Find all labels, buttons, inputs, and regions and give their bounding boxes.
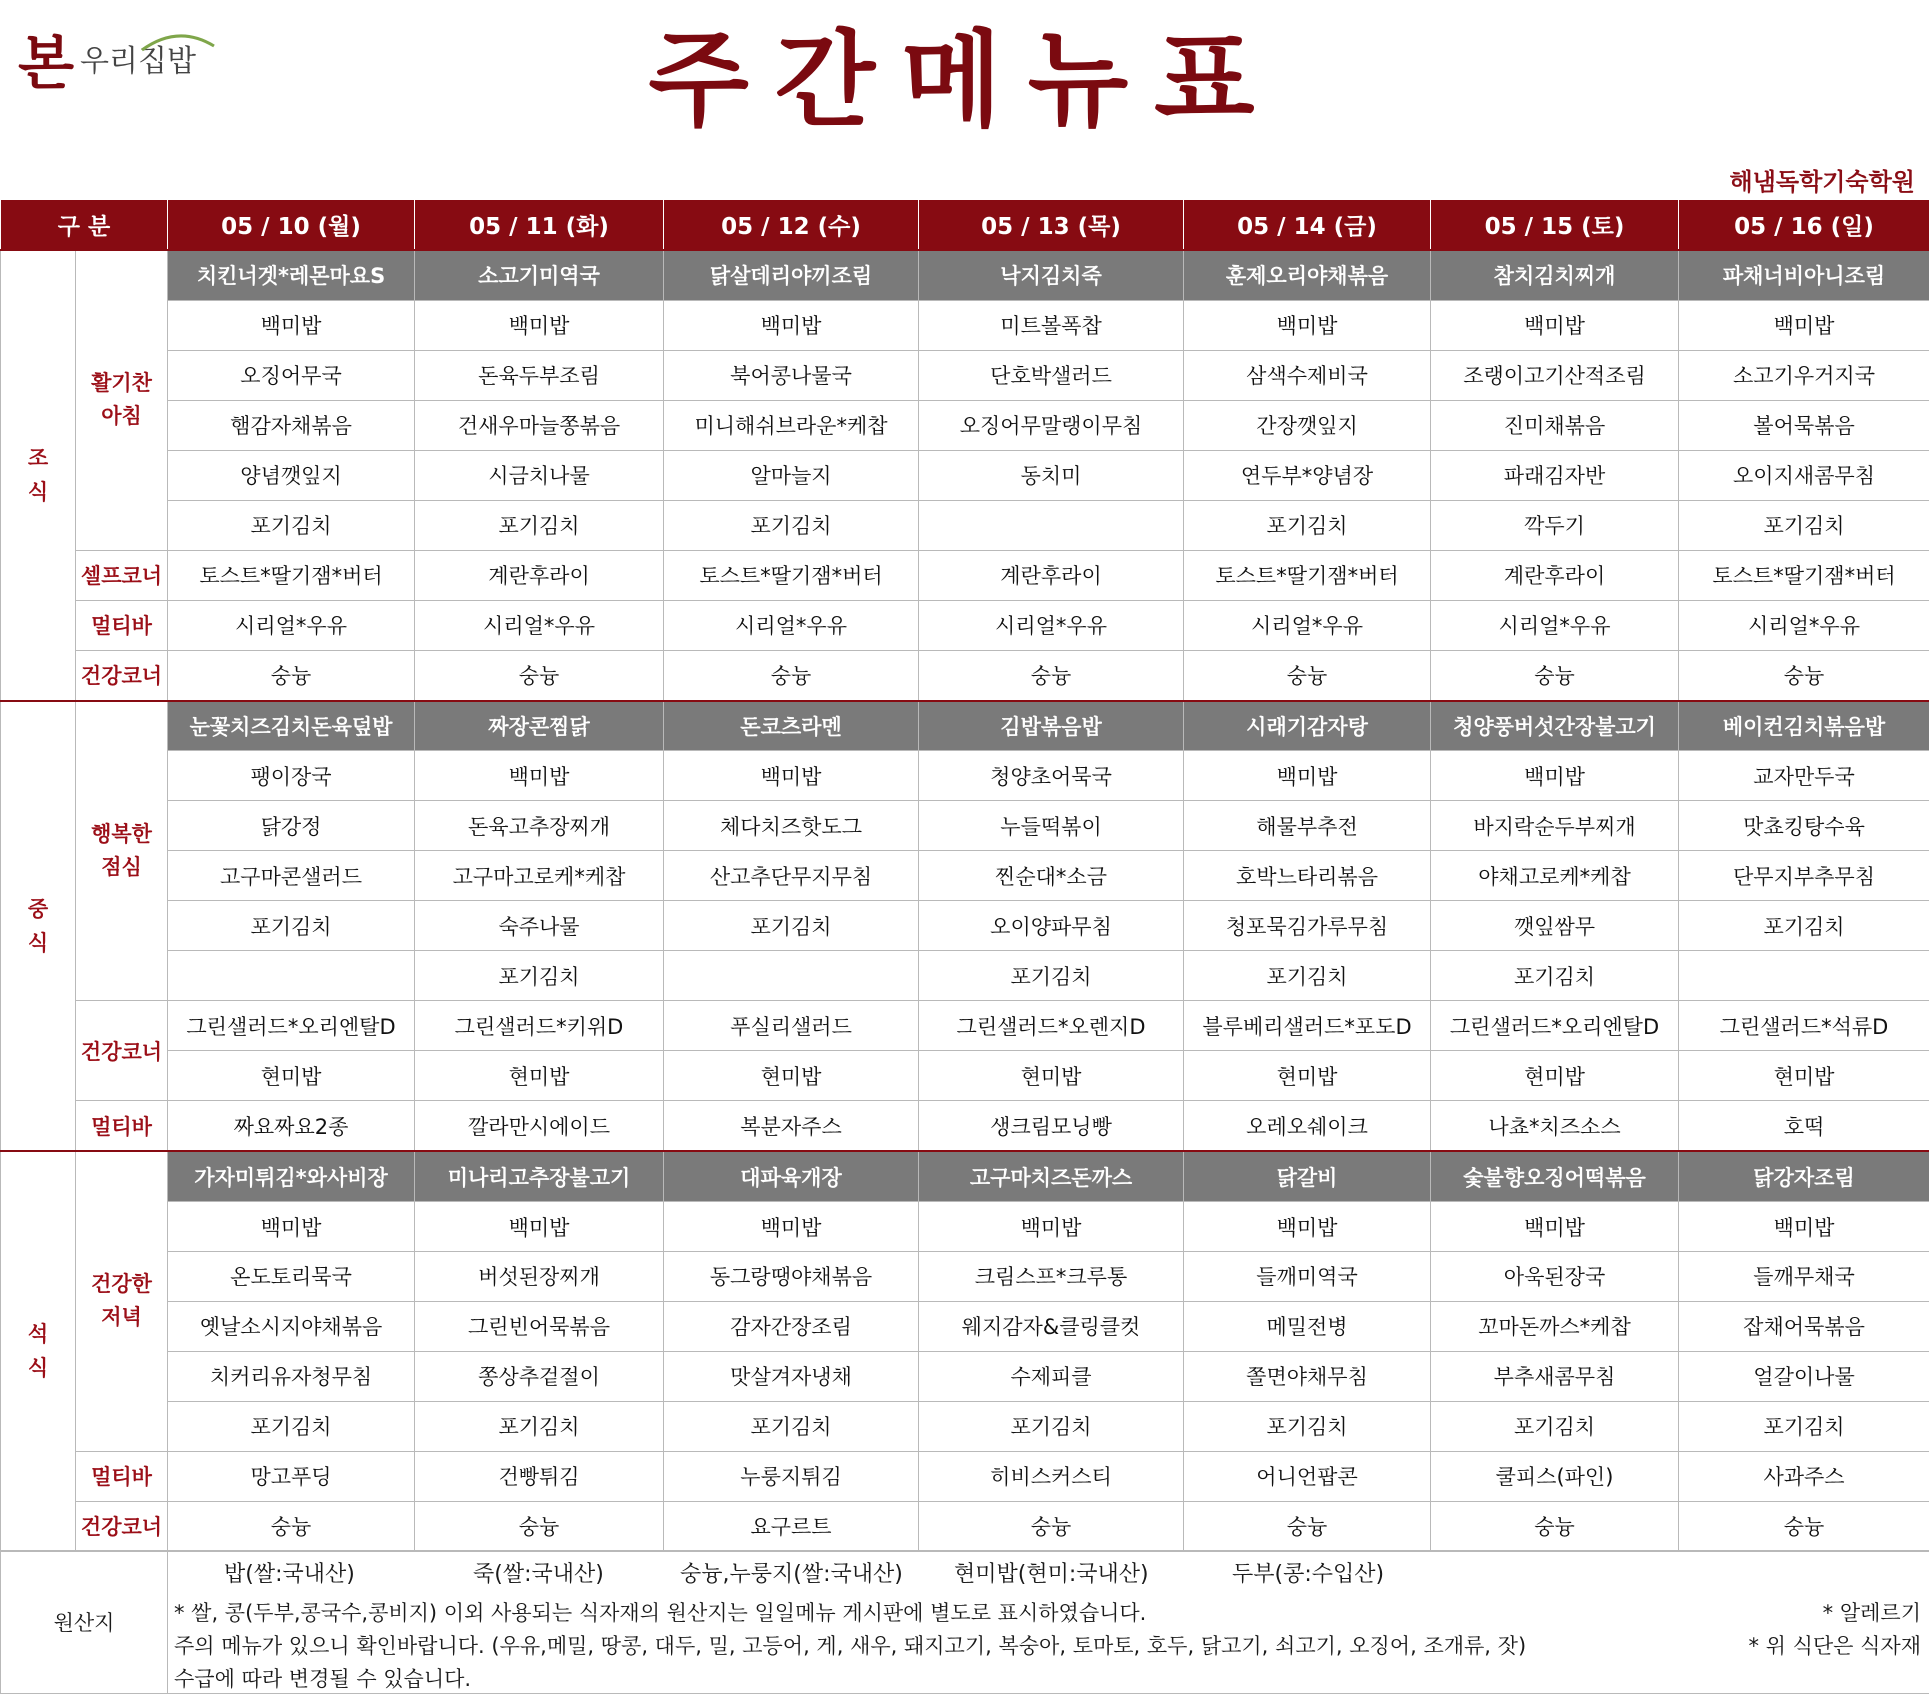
menu-item: 닭강정 [168,801,415,851]
menu-item: 포기김치 [1679,901,1929,951]
menu-item: 쫑상추겉절이 [415,1351,664,1401]
menu-item: 시리얼*우유 [1431,600,1679,650]
day-header: 05 / 12 (수) [664,200,919,250]
menu-item: 진미채볶음 [1431,400,1679,450]
menu-item: 숙주나물 [415,901,664,951]
main-dish: 치킨너겟*레몬마요S [168,250,415,300]
menu-item: 숭늉 [1679,1501,1929,1551]
table-row [1,801,1929,851]
menu-item: 돈육고추장찌개 [415,801,664,851]
menu-item: 체다치즈핫도그 [664,801,919,851]
menu-item: 숭늉 [919,650,1184,700]
menu-item: 포기김치 [1184,951,1431,1001]
main-dish: 미나리고추장불고기 [415,1151,664,1201]
origin-item: 밥(쌀:국내산) [224,1562,355,1587]
menu-item: 볼어묵볶음 [1679,400,1929,450]
meal-sub-label [76,701,168,1001]
menu-item: 시리얼*우유 [1679,600,1929,650]
menu-item: 메밀전병 [1184,1301,1431,1351]
menu-item: 맛살겨자냉채 [664,1351,919,1401]
menu-item: 백미밥 [664,1202,919,1252]
menu-item: 깻잎쌈무 [1431,901,1679,951]
main-dish: 훈제오리야채볶음 [1184,250,1431,300]
menu-item: 생크림모닝빵 [919,1101,1184,1151]
menu-item: 포기김치 [1431,951,1679,1001]
menu-item: 오징어무국 [168,350,415,400]
header-row [1,200,1929,250]
table-row [1,650,1929,700]
allergy-note-label: * 알레르기 [1822,1601,1921,1625]
menu-item: 토스트*딸기잼*버터 [168,550,415,600]
origin-item: 두부(콩:수입산) [1232,1562,1385,1587]
menu-item: 토스트*딸기잼*버터 [1184,550,1431,600]
menu-item: 돈육두부조림 [415,350,664,400]
menu-item: 깔라만시에이드 [415,1101,664,1151]
menu-item: 오이양파무침 [919,901,1184,951]
menu-item: 청포묵김가루무침 [1184,901,1431,951]
main-dish: 닭갈비 [1184,1151,1431,1201]
menu-item: 숭늉 [415,650,664,700]
menu-item: 버섯된장찌개 [415,1252,664,1302]
day-header: 05 / 15 (토) [1431,200,1679,250]
menu-item: 현미밥 [1184,1051,1431,1101]
origin-item: 현미밥(현미:국내산) [954,1562,1149,1587]
menu-item: 시리얼*우유 [168,600,415,650]
main-dish: 고구마치즈돈까스 [919,1151,1184,1201]
menu-item: 토스트*딸기잼*버터 [664,550,919,600]
menu-item: 양념깻잎지 [168,450,415,500]
corner-label: 건강코너 [76,1001,168,1101]
menu-item: 백미밥 [1679,1202,1929,1252]
menu-item: 고구마콘샐러드 [168,851,415,901]
table-row [1,550,1929,600]
main-dish: 낙지김치죽 [919,250,1184,300]
menu-item: 시리얼*우유 [664,600,919,650]
menu-item: 포기김치 [1431,1401,1679,1451]
menu-item: 팽이장국 [168,751,415,801]
meal-label-lunch [1,701,76,1152]
table-row [1,851,1929,901]
table-row [1,1401,1929,1451]
menu-item: 백미밥 [664,300,919,350]
meal-label-dinner [1,1151,76,1551]
main-dish: 대파육개장 [664,1151,919,1201]
menu-item: 조랭이고기산적조림 [1431,350,1679,400]
menu-item: 크림스프*크루통 [919,1252,1184,1302]
menu-item: 숭늉 [919,1501,1184,1551]
day-header: 05 / 10 (월) [168,200,415,250]
menu-item: 백미밥 [168,300,415,350]
menu-item: 숭늉 [168,650,415,700]
menu-item: 포기김치 [919,951,1184,1001]
main-dish: 짜장콘찜닭 [415,701,664,751]
logo-text: 우리집밥 [80,44,196,79]
meal-sub-label-text: 활기찬 아침 [91,371,152,429]
menu-item: 현미밥 [168,1051,415,1101]
origin-content [168,1551,1929,1694]
menu-item: 히비스커스티 [919,1451,1184,1501]
menu-item: 동치미 [919,450,1184,500]
menu-item: 숭늉 [1184,650,1431,700]
menu-item: 포기김치 [168,1401,415,1451]
menu-item: 나쵸*치즈소스 [1431,1101,1679,1151]
menu-item: 쿨피스(파인) [1431,1451,1679,1501]
day-header: 05 / 11 (화) [415,200,664,250]
menu-item: 들깨무채국 [1679,1252,1929,1302]
menu-item: 온도토리묵국 [168,1252,415,1302]
supply-note-label: * 위 식단은 식자재 [1748,1634,1921,1658]
menu-item: 짜요짜요2종 [168,1101,415,1151]
menu-item: 찐순대*소금 [919,851,1184,901]
menu-item: 부추새콤무침 [1431,1351,1679,1401]
main-dish: 파채너비아니조림 [1679,250,1929,300]
menu-item [1679,951,1929,1001]
menu-item: 소고기우거지국 [1679,350,1929,400]
menu-item: 포기김치 [919,1401,1184,1451]
menu-item: 백미밥 [1184,300,1431,350]
origin-table [0,1550,1929,1694]
menu-item: 바지락순두부찌개 [1431,801,1679,851]
menu-item: 백미밥 [415,751,664,801]
menu-item: 숭늉 [415,1501,664,1551]
menu-item: 백미밥 [1431,1202,1679,1252]
menu-item: 백미밥 [664,751,919,801]
menu-item: 숭늉 [1431,650,1679,700]
menu-item: 망고푸딩 [168,1451,415,1501]
menu-item: 웨지감자&클링클컷 [919,1301,1184,1351]
menu-item [919,500,1184,550]
menu-item: 건새우마늘쫑볶음 [415,400,664,450]
menu-item: 포기김치 [415,951,664,1001]
menu-item: 토스트*딸기잼*버터 [1679,550,1929,600]
corner-label: 멀티바 [76,1451,168,1501]
menu-item: 포기김치 [664,901,919,951]
menu-item: 포기김치 [168,500,415,550]
table-row [1,400,1929,450]
table-row [1,1051,1929,1101]
menu-item: 포기김치 [415,500,664,550]
table-row [1,1351,1929,1401]
menu-item: 숭늉 [664,650,919,700]
menu-item: 포기김치 [664,500,919,550]
menu-item: 시리얼*우유 [415,600,664,650]
menu-item: 오레오쉐이크 [1184,1101,1431,1151]
menu-item: 계란후라이 [919,550,1184,600]
main-dish: 가자미튀김*와사비장 [168,1151,415,1201]
meal-sub-label-text: 건강한 저녁 [91,1272,152,1330]
menu-item: 꼬마돈까스*케찹 [1431,1301,1679,1351]
main-dish: 시래기감자탕 [1184,701,1431,751]
meal-sub-label [76,250,168,550]
menu-item: 치커리유자청무침 [168,1351,415,1401]
corner-label: 멀티바 [76,1101,168,1151]
menu-item: 백미밥 [415,300,664,350]
menu-item: 북어콩나물국 [664,350,919,400]
menu-item: 들깨미역국 [1184,1252,1431,1302]
meal-label-text: 중식 [27,896,49,955]
menu-item: 깍두기 [1431,500,1679,550]
origin-item: 숭늉,누룽지(쌀:국내산) [680,1562,903,1587]
meal-sub-label [76,1151,168,1451]
menu-item: 오이지새콤무침 [1679,450,1929,500]
table-row [1,1151,1929,1201]
menu-item: 백미밥 [168,1202,415,1252]
menu-item: 포기김치 [1184,1401,1431,1451]
menu-item: 그린샐러드*키위D [415,1001,664,1051]
table-row [1,701,1929,751]
table-row [1,250,1929,300]
meal-label-text: 석식 [27,1322,49,1381]
menu-item: 어니언팝콘 [1184,1451,1431,1501]
menu-item: 현미밥 [919,1051,1184,1101]
main-dish: 소고기미역국 [415,250,664,300]
menu-item: 파래김자반 [1431,450,1679,500]
menu-item: 그린샐러드*오리엔탈D [168,1001,415,1051]
menu-item: 간장깻잎지 [1184,400,1431,450]
table-row [1,1001,1929,1051]
menu-item: 현미밥 [1679,1051,1929,1101]
menu-item [664,951,919,1001]
menu-item: 백미밥 [1184,1202,1431,1252]
menu-item: 푸실리샐러드 [664,1001,919,1051]
menu-item: 옛날소시지야채볶음 [168,1301,415,1351]
menu-item: 블루베리샐러드*포도D [1184,1001,1431,1051]
weekly-menu-table [0,199,1929,1552]
table-row [1,1501,1929,1551]
menu-item: 백미밥 [1431,751,1679,801]
header-label: 구 분 [1,200,168,250]
menu-item: 아욱된장국 [1431,1252,1679,1302]
menu-item: 단무지부추무침 [1679,851,1929,901]
main-dish: 숯불향오징어떡볶음 [1431,1151,1679,1201]
menu-item: 그린빈어묵볶음 [415,1301,664,1351]
main-dish: 베이컨김치볶음밥 [1679,701,1929,751]
table-row [1,1202,1929,1252]
supply-note: 수급에 따라 변경될 수 있습니다. [174,1667,472,1691]
menu-item: 교자만두국 [1679,751,1929,801]
main-dish: 닭강자조림 [1679,1151,1929,1201]
menu-item: 건빵튀김 [415,1451,664,1501]
day-header: 05 / 14 (금) [1184,200,1431,250]
meal-label-breakfast [1,250,76,701]
table-row [1,1451,1929,1501]
menu-item: 계란후라이 [1431,550,1679,600]
main-dish: 닭살데리야끼조림 [664,250,919,300]
menu-item: 잡채어묵볶음 [1679,1301,1929,1351]
logo-mark: 본 [18,29,75,97]
menu-item: 포기김치 [664,1401,919,1451]
menu-item: 쫄면야채무침 [1184,1351,1431,1401]
menu-item: 시리얼*우유 [919,600,1184,650]
menu-item: 숭늉 [1184,1501,1431,1551]
menu-item: 청양초어묵국 [919,751,1184,801]
table-row [1,1101,1929,1151]
menu-item: 포기김치 [1679,1401,1929,1451]
menu-item: 누들떡볶이 [919,801,1184,851]
menu-item: 시리얼*우유 [1184,600,1431,650]
menu-item: 백미밥 [1679,300,1929,350]
main-dish: 돈코츠라멘 [664,701,919,751]
table-row [1,450,1929,500]
menu-item: 알마늘지 [664,450,919,500]
menu-item: 햄감자채볶음 [168,400,415,450]
menu-item: 포기김치 [1679,500,1929,550]
menu-item: 해물부추전 [1184,801,1431,851]
menu-item: 연두부*양념장 [1184,450,1431,500]
menu-item: 그린샐러드*오리엔탈D [1431,1001,1679,1051]
corner-label: 셀프코너 [76,550,168,600]
menu-item: 백미밥 [919,1202,1184,1252]
corner-label: 건강코너 [76,1501,168,1551]
table-row [1,300,1929,350]
menu-item: 현미밥 [664,1051,919,1101]
table-row [1,1252,1929,1302]
menu-item: 미트볼폭찹 [919,300,1184,350]
corner-label: 멀티바 [76,600,168,650]
menu-item: 산고추단무지무침 [664,851,919,901]
main-dish: 청양풍버섯간장불고기 [1431,701,1679,751]
origin-label: 원산지 [1,1551,168,1694]
menu-item: 그린샐러드*오렌지D [919,1001,1184,1051]
menu-item: 숭늉 [1679,650,1929,700]
menu-item: 포기김치 [415,1401,664,1451]
main-dish: 참치김치찌개 [1431,250,1679,300]
menu-item: 고구마고로케*케찹 [415,851,664,901]
menu-item: 계란후라이 [415,550,664,600]
table-row [1,1301,1929,1351]
allergy-note: 주의 메뉴가 있으니 확인바랍니다. (우유,메밀, 땅콩, 대두, 밀, 고등어, 게, 새우, 돼지고기, 복숭아, 토마토, 호두, 닭고기, 쇠고기, 오징어, 조개류, 잣) [174,1634,1527,1658]
menu-item: 호박느타리볶음 [1184,851,1431,901]
menu-item: 그린샐러드*석류D [1679,1001,1929,1051]
menu-item [168,951,415,1001]
menu-item: 숭늉 [168,1501,415,1551]
table-row [1,500,1929,550]
menu-item: 감자간장조림 [664,1301,919,1351]
menu-item: 복분자주스 [664,1101,919,1151]
origin-item: 죽(쌀:국내산) [473,1562,604,1587]
main-dish: 김밥볶음밥 [919,701,1184,751]
menu-item: 백미밥 [1184,751,1431,801]
menu-item: 현미밥 [1431,1051,1679,1101]
menu-item: 호떡 [1679,1101,1929,1151]
menu-item: 포기김치 [1184,500,1431,550]
academy-name: 해냄독학기숙학원 [1729,168,1915,196]
meal-label-text: 조식 [27,446,49,505]
menu-item: 백미밥 [415,1202,664,1252]
table-row [1,751,1929,801]
menu-item: 시금치나물 [415,450,664,500]
table-row [1,951,1929,1001]
table-row [1,901,1929,951]
menu-item: 요구르트 [664,1501,919,1551]
menu-item: 미니해쉬브라운*케찹 [664,400,919,450]
menu-item: 포기김치 [168,901,415,951]
menu-item: 백미밥 [1431,300,1679,350]
menu-item: 맛쵸킹탕수육 [1679,801,1929,851]
table-row [1,600,1929,650]
menu-item: 숭늉 [1431,1501,1679,1551]
page-title: 주간메뉴표 [648,19,1281,141]
menu-item: 누룽지튀김 [664,1451,919,1501]
menu-item: 삼색수제비국 [1184,350,1431,400]
menu-item: 사과주스 [1679,1451,1929,1501]
menu-item: 단호박샐러드 [919,350,1184,400]
menu-item: 수제피클 [919,1351,1184,1401]
corner-label: 건강코너 [76,650,168,700]
menu-item: 현미밥 [415,1051,664,1101]
menu-item: 오징어무말랭이무침 [919,400,1184,450]
origin-note: * 쌀, 콩(두부,콩국수,콩비지) 이외 사용되는 식자재의 원산지는 일일메뉴 게시판에 별도로 표시하였습니다. [174,1601,1147,1625]
menu-item: 야채고로케*케찹 [1431,851,1679,901]
day-header: 05 / 13 (목) [919,200,1184,250]
meal-sub-label-text: 행복한 점심 [91,821,152,879]
day-header: 05 / 16 (일) [1679,200,1929,250]
menu-item: 동그랑땡야채볶음 [664,1252,919,1302]
menu-item: 얼갈이나물 [1679,1351,1929,1401]
table-row [1,350,1929,400]
main-dish: 눈꽃치즈김치돈육덮밥 [168,701,415,751]
